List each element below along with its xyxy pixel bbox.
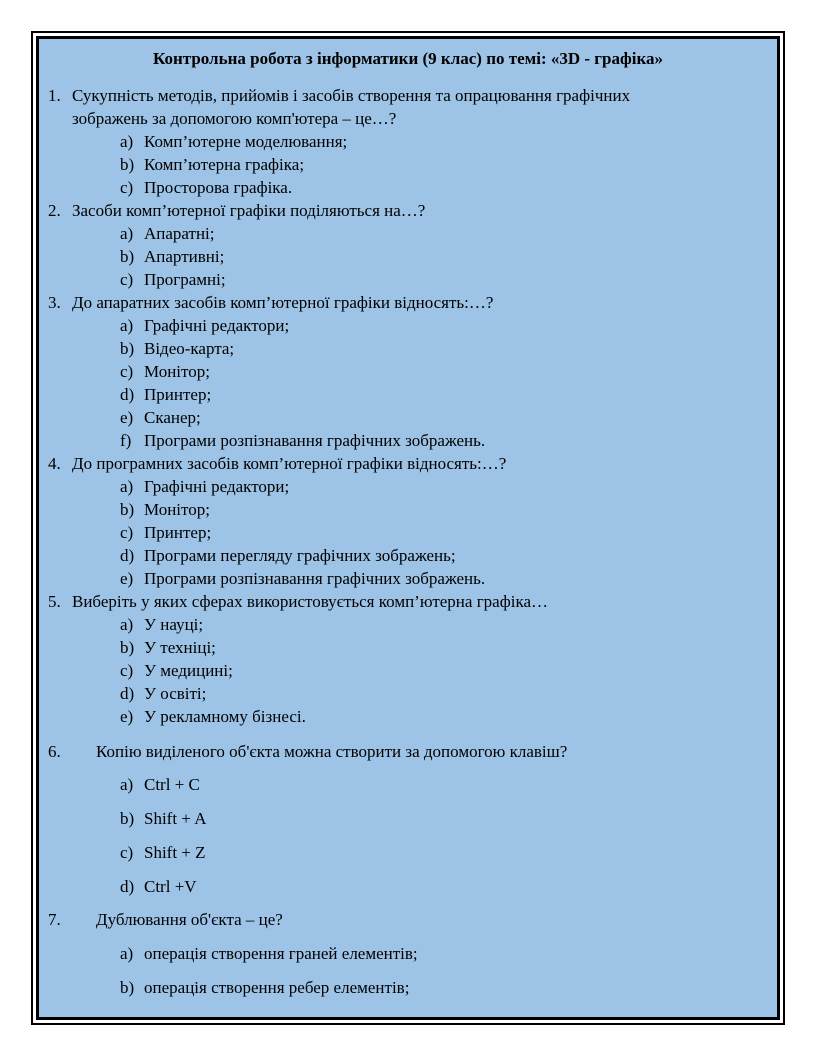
option-letter: b) bbox=[120, 155, 135, 174]
question-text: Копію виділеного об'єкта можна створити за допомогою клавіш? bbox=[96, 742, 568, 761]
option-letter: b) bbox=[120, 500, 135, 519]
option-letter: c) bbox=[120, 843, 134, 862]
question-text: До програмних засобів комп’ютерної графіки відносять:…? bbox=[72, 454, 507, 473]
option-letter: a) bbox=[120, 615, 134, 634]
option-letter: c) bbox=[120, 270, 134, 289]
option-text: У освіті; bbox=[144, 684, 207, 703]
question-text: Дублювання об'єкта – це? bbox=[96, 910, 283, 929]
option-letter: b) bbox=[120, 978, 135, 997]
option-text: Комп’ютерна графіка; bbox=[144, 155, 305, 174]
question-number: 2. bbox=[48, 201, 61, 220]
option-text: У науці; bbox=[144, 615, 204, 634]
option-letter: a) bbox=[120, 316, 134, 335]
option-text: Апаратні; bbox=[144, 224, 215, 243]
question-number: 6. bbox=[48, 742, 61, 761]
option-letter: d) bbox=[120, 877, 135, 896]
option-text: Ctrl +V bbox=[144, 877, 197, 896]
option-letter: b) bbox=[120, 339, 135, 358]
option-text: Програми розпізнавання графічних зображень. bbox=[144, 431, 486, 450]
option-text: Shift + A bbox=[144, 809, 207, 828]
option-letter: c) bbox=[120, 661, 134, 680]
option-letter: d) bbox=[120, 546, 135, 565]
option-text: У техніці; bbox=[144, 638, 216, 657]
option-letter: e) bbox=[120, 408, 134, 427]
option-letter: d) bbox=[120, 385, 135, 404]
option-text: Ctrl + C bbox=[144, 775, 200, 794]
option-letter: d) bbox=[120, 684, 135, 703]
document-title: Контрольна робота з інформатики (9 клас) по темі: «3D - графіка» bbox=[152, 49, 663, 68]
option-letter: a) bbox=[120, 477, 134, 496]
question-number: 3. bbox=[48, 293, 61, 312]
option-letter: a) bbox=[120, 944, 134, 963]
option-text: Графічні редактори; bbox=[144, 477, 290, 496]
option-letter: e) bbox=[120, 569, 134, 588]
option-letter: b) bbox=[120, 638, 135, 657]
question-number: 1. bbox=[48, 86, 61, 105]
option-text: операція створення граней елементів; bbox=[144, 944, 418, 963]
option-text: Програми розпізнавання графічних зображень. bbox=[144, 569, 486, 588]
option-text: Апартивні; bbox=[144, 247, 225, 266]
option-letter: a) bbox=[120, 132, 134, 151]
option-letter: c) bbox=[120, 362, 134, 381]
option-text: Принтер; bbox=[144, 523, 212, 542]
option-letter: b) bbox=[120, 247, 135, 266]
question-number: 5. bbox=[48, 592, 61, 611]
option-text: У рекламному бізнесі. bbox=[144, 707, 306, 726]
option-text: Комп’ютерне моделювання; bbox=[144, 132, 348, 151]
option-text: Сканер; bbox=[144, 408, 201, 427]
option-text: Програми перегляду графічних зображень; bbox=[144, 546, 456, 565]
option-text: операція створення ребер елементів; bbox=[144, 978, 410, 997]
option-letter: e) bbox=[120, 707, 134, 726]
option-text: Графічні редактори; bbox=[144, 316, 290, 335]
option-text: У медицині; bbox=[144, 661, 233, 680]
option-text: Shift + Z bbox=[144, 843, 206, 862]
option-letter: c) bbox=[120, 523, 134, 542]
question-number: 4. bbox=[48, 454, 61, 473]
option-letter: f) bbox=[120, 431, 132, 450]
option-text: Принтер; bbox=[144, 385, 212, 404]
question-text: Засоби комп’ютерної графіки поділяються на…? bbox=[72, 201, 426, 220]
question-text: зображень за допомогою комп'ютера – це…? bbox=[72, 109, 397, 128]
option-text: Монітор; bbox=[144, 500, 210, 519]
option-letter: b) bbox=[120, 809, 135, 828]
option-text: Програмні; bbox=[144, 270, 226, 289]
question-text: Виберіть у яких сферах використовується комп’ютерна графіка… bbox=[72, 592, 548, 611]
option-text: Монітор; bbox=[144, 362, 210, 381]
option-text: Просторова графіка. bbox=[144, 178, 293, 197]
question-text: До апаратних засобів комп’ютерної графіки відносять:…? bbox=[72, 293, 494, 312]
option-letter: a) bbox=[120, 224, 134, 243]
question-text: Сукупність методів, прийомів і засобів створення та опрацювання графічних bbox=[72, 86, 631, 105]
question-number: 7. bbox=[48, 910, 61, 929]
option-text: Відео-карта; bbox=[144, 339, 235, 358]
option-letter: a) bbox=[120, 775, 134, 794]
option-letter: c) bbox=[120, 178, 134, 197]
